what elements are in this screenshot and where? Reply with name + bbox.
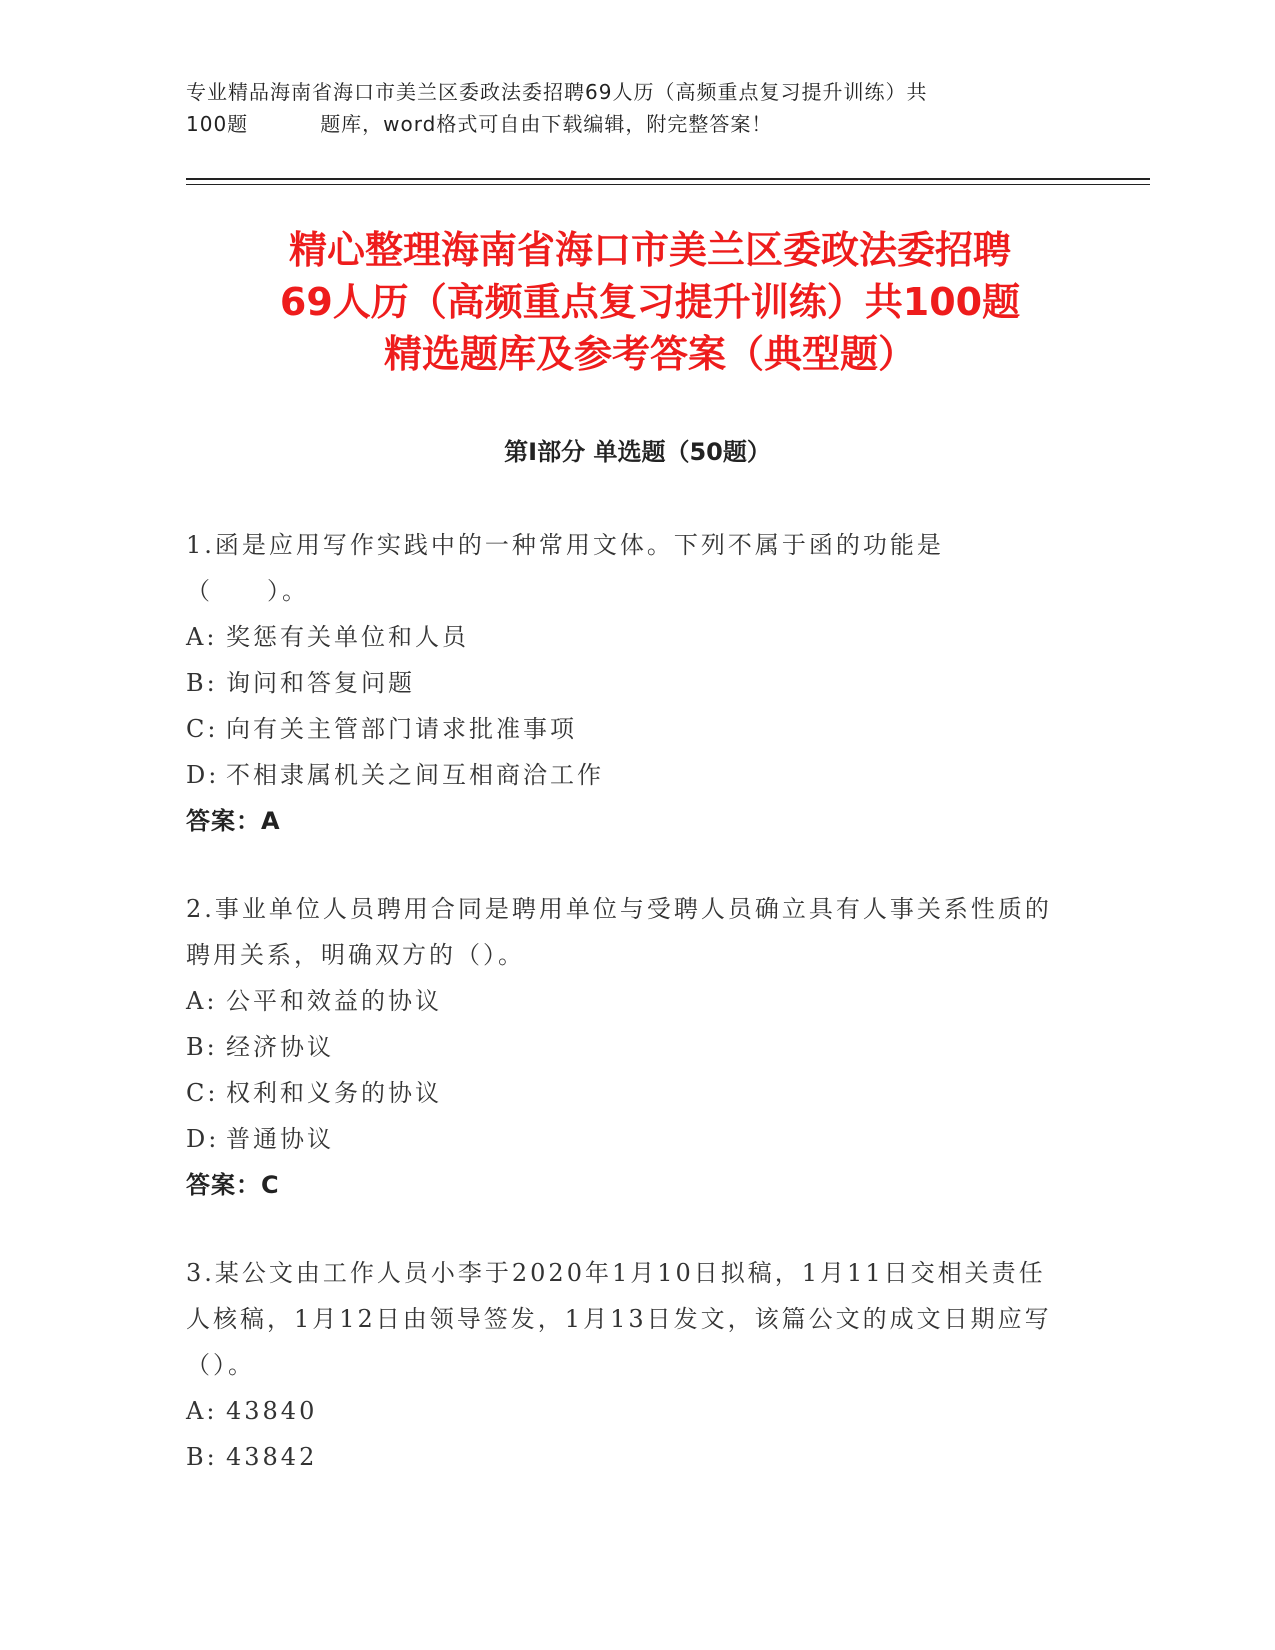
option-text: 奖惩有关单位和人员 [226,623,469,651]
option-d [186,752,1066,798]
option-a [186,614,1066,660]
answer-label: 答案：A [186,807,281,835]
question-list [186,522,1066,1522]
option-text: 向有关主管部门请求批准事项 [226,715,577,743]
question-2 [186,886,1066,1208]
title-line-3: 精选题库及参考答案（典型题） [383,332,916,376]
answer-label: 答案：C [186,1171,280,1199]
option-key: C: [186,715,219,743]
header-note [186,76,1086,140]
option-key: D: [186,1125,220,1153]
option-key: B: [186,1443,218,1471]
option-text: 普通协议 [226,1125,334,1153]
option-a [186,1388,1066,1434]
header-rule-thin [186,184,1150,185]
question-3 [186,1250,1066,1480]
option-b [186,1024,1066,1070]
option-text: 经济协议 [226,1033,334,1061]
question-stem: 1.函是应用写作实践中的一种常用文体。下列不属于函的功能是（ ）。 [186,531,944,605]
option-text: 权利和义务的协议 [226,1079,442,1107]
option-key: D: [186,761,220,789]
option-text: 43842 [226,1443,318,1471]
question-stem: 3.某公文由工作人员小李于2020年1月10日拟稿，1月11日交相关责任人核稿，1月12日由领导签发，1月13日发文，该篇公文的成文日期应写（）。 [186,1259,1052,1379]
option-c [186,706,1066,752]
option-key: A: [186,987,218,1015]
title-line-1: 精心整理海南省海口市美兰区委政法委招聘 [288,228,1011,272]
option-key: B: [186,1033,218,1061]
document-title [150,224,1150,380]
title-line-2: 69人历（高频重点复习提升训练）共100题 [279,280,1021,324]
option-c [186,1070,1066,1116]
option-key: A: [186,1397,218,1425]
section-heading: 第Ⅰ部分 单选题（50题） [504,438,771,466]
header-note-line-2-end: 题库，word格式可自由下载编辑，附完整答案！ [320,112,773,136]
header-note-line-2 [186,108,1086,140]
option-text: 公平和效益的协议 [226,987,442,1015]
option-text: 不相隶属机关之间互相商洽工作 [226,761,604,789]
option-a [186,978,1066,1024]
option-text: 43840 [226,1397,318,1425]
option-d [186,1116,1066,1162]
question-stem: 2.事业单位人员聘用合同是聘用单位与受聘人员确立具有人事关系性质的聘用关系，明确双方的（）。 [186,895,1052,969]
header-note-line-2-start: 100题 [186,112,249,136]
option-key: B: [186,669,218,697]
header-note-line-1: 专业精品海南省海口市美兰区委政法委招聘69人历（高频重点复习提升训练）共 [186,80,928,104]
option-b [186,1434,1066,1480]
option-text: 询问和答复问题 [226,669,415,697]
question-1 [186,522,1066,844]
option-key: A: [186,623,218,651]
header-rule-thick [186,178,1150,180]
option-key: C: [186,1079,219,1107]
option-b [186,660,1066,706]
